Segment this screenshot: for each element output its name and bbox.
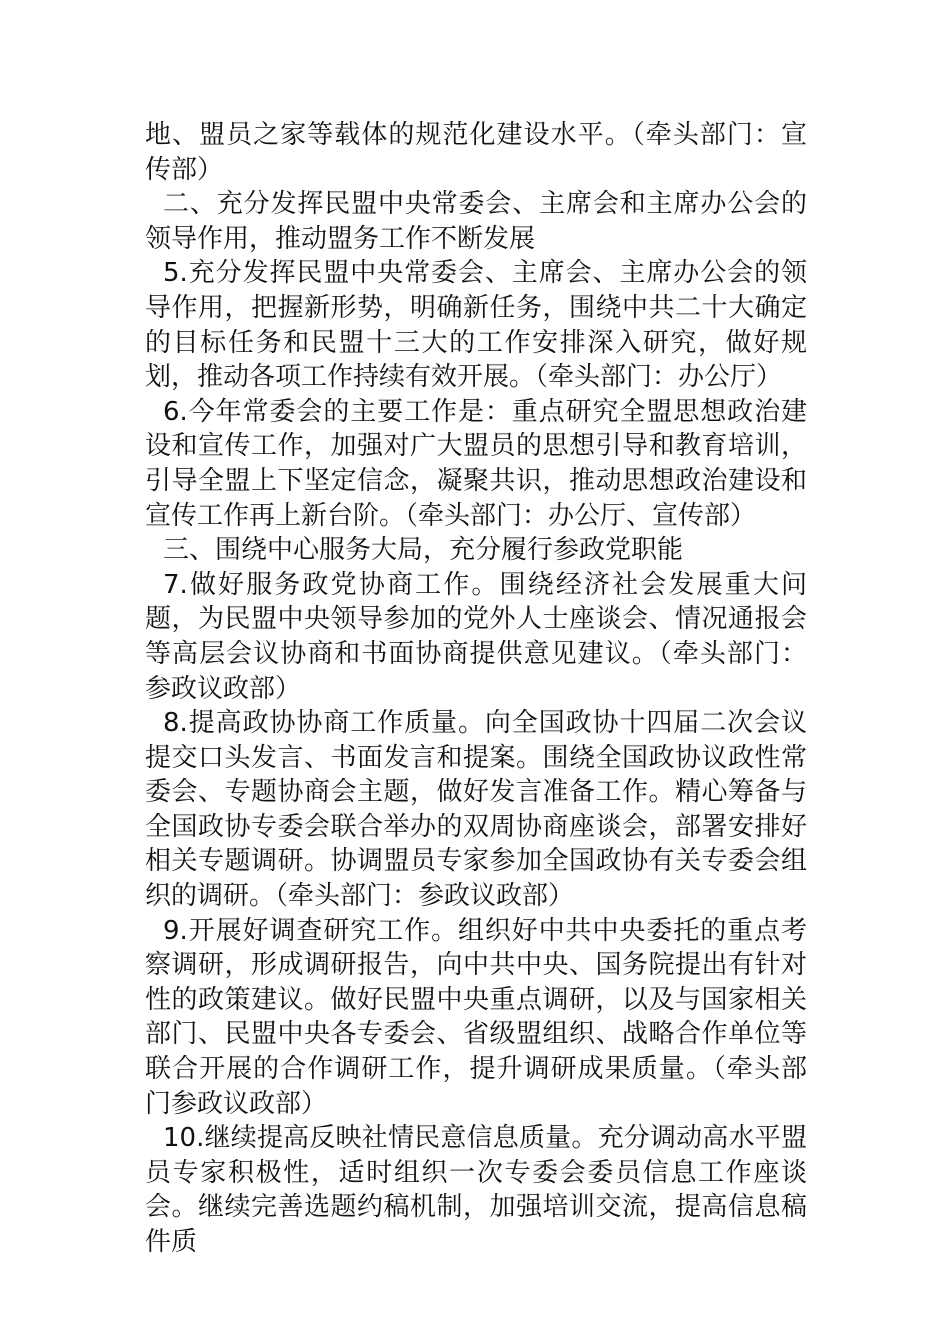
paragraph-item-8: 8.提高政协协商工作质量。向全国政协十四届二次会议提交口头发言、书面发言和提案。围绕全国政协议政性常委会、专题协商会主题，做好发言准备工作。精心筹备与全国政协专委会联合举办的双周协商座谈会，部署安排好相关专题调研。协调盟员专家参加全国政协有关专委会组织的调研。（牵头部门：参政议政部） xyxy=(145,708,807,912)
paragraph-item-6: 6.今年常委会的主要工作是：重点研究全盟思想政治建设和宣传工作，加强对广大盟员的思想引导和教育培训，引导全盟上下坚定信念，凝聚共识，推动思想政治建设和宣传工作再上新台阶。（牵头部门：办公厅、宣传部） xyxy=(145,396,807,531)
section-heading-3: 三、围绕中心服务大局，充分履行参政党职能 xyxy=(163,535,684,566)
paragraph-item-10: 10.继续提高反映社情民意信息质量。充分调动高水平盟员专家积极性，适时组织一次专委会委员信息工作座谈会。继续完善选题约稿机制，加强培训交流，提高信息稿件质 xyxy=(145,1123,807,1257)
paragraph-item-9: 9.开展好调查研究工作。组织好中共中央委托的重点考察调研，形成调研报告，向中共中央、国务院提出有针对性的政策建议。做好民盟中央重点调研，以及与国家相关部门、民盟中央各专委会、省级盟组织、战略合作单位等联合开展的合作调研工作，提升调研成果质量。（牵头部门参政议政部） xyxy=(145,915,807,1119)
paragraph-item-7: 7.做好服务政党协商工作。围绕经济社会发展重大问题，为民盟中央领导参加的党外人士座谈会、情况通报会等高层会议协商和书面协商提供意见建议。（牵头部门：参政议政部） xyxy=(145,569,807,704)
section-heading-2: 二、充分发挥民盟中央常委会、主席会和主席办公会的领导作用，推动盟务工作不断发展 xyxy=(145,189,807,254)
document-page xyxy=(145,118,807,1260)
paragraph-item-5: 5.充分发挥民盟中央常委会、主席会、主席办公会的领导作用，把握新形势，明确新任务，围绕中共二十大确定的目标任务和民盟十三大的工作安排深入研究，做好规划，推动各项工作持续有效开展。（牵头部门：办公厅） xyxy=(145,258,807,393)
paragraph-publicity-carrier-end: 地、盟员之家等载体的规范化建设水平。（牵头部门：宣传部） xyxy=(145,120,807,185)
